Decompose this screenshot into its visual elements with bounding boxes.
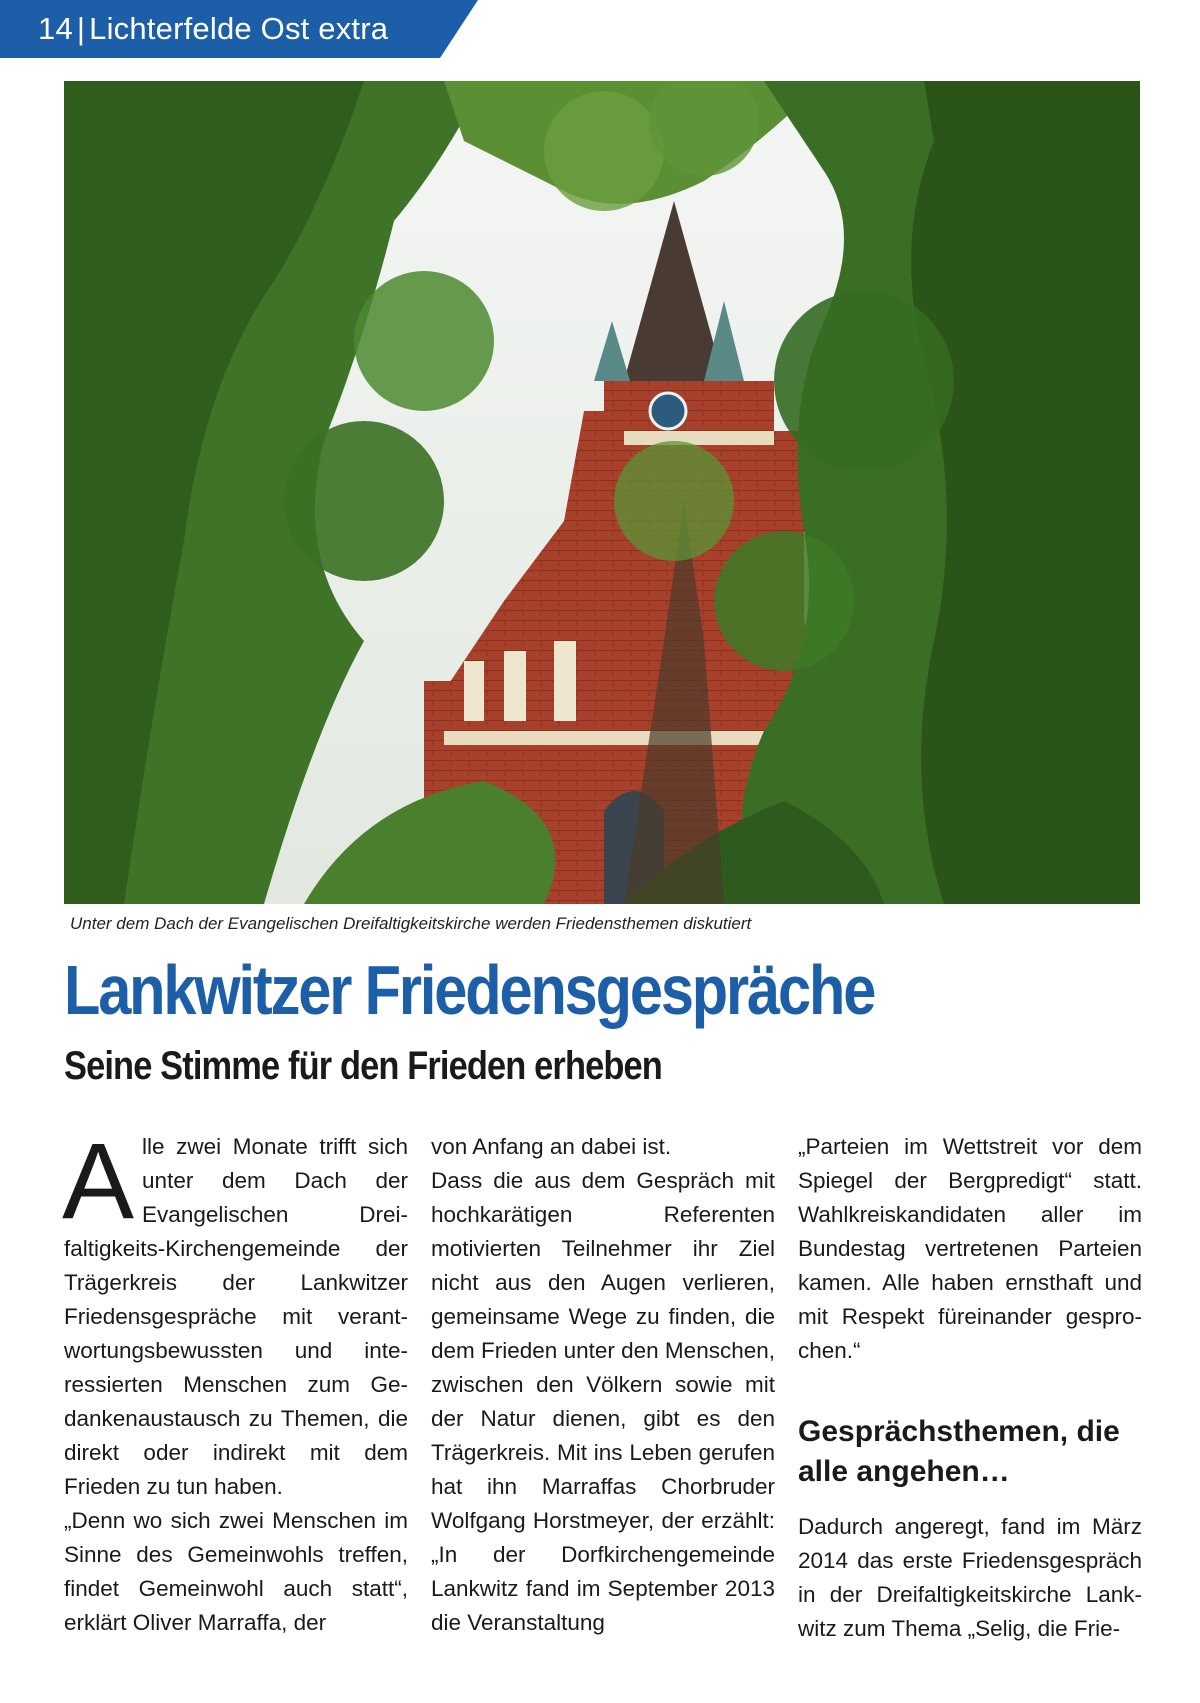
column-3-paragraph-1: „Parteien im Wettstreit vor dem Spiegel der Bergpredigt“ statt. Wahlkreiskandidaten aller im Bundestag vertretenen Parteien kamen. Alle haben ernsthaft und mit Respekt füreinander gesprochen.“ — [798, 1134, 1142, 1363]
page-number: 14 — [38, 11, 73, 46]
section-header-tab — [0, 0, 478, 58]
section-name: Lichterfelde Ost extra — [89, 11, 389, 46]
article-column-2 — [431, 1130, 775, 1640]
column-3-subheading: Gesprächsthemen, die alle angehen… — [798, 1415, 1120, 1488]
article-headline: Lankwitzer Friedensgespräche — [64, 951, 875, 1029]
article-column-1 — [62, 1120, 408, 1640]
article-subheadline: Seine Stimme für den Frieden erheben — [64, 1044, 662, 1088]
column-3-paragraph-2: Dadurch angeregt, fand im März 2014 das erste Friedensgespräch in der Dreifaltigkeitskirche Lankwitz zum Thema „Selig, die Frie- — [798, 1514, 1142, 1641]
header-separator: | — [76, 11, 86, 46]
church-photo — [64, 81, 1140, 904]
column-1-paragraph-1 — [62, 1120, 408, 1504]
photo-caption: Unter dem Dach der Evangelischen Dreifaltigkeitskirche werden Friedensthemen diskutiert — [70, 914, 752, 933]
drop-cap: A — [62, 1120, 135, 1241]
column-1-text-1: lle zwei Monate trifft sich unter dem Dach der Evangelischen Dreifaltigkeits-Kirchengemeinde der Trägerkreis der Lankwitzer Friedensgespräche mit verantwortungsbewussten und interessierten Menschen zum Gedankenaustausch zu Themen, die direkt oder indirekt mit dem Frieden zu tun haben. — [64, 1134, 408, 1499]
article-column-3 — [798, 1130, 1142, 1646]
column-2-paragraph-2: Dass die aus dem Gespräch mit hochkarätigen Referenten motivierten Teilnehmer ihr Ziel nicht aus den Augen verlieren, gemeinsame Wege zu finden, die dem Frieden unter den Menschen, zwischen den Völkern sowie mit der Natur dienen, gibt es den Trägerkreis. Mit ins Leben gerufen hat ihn Marraffas Chorbruder Wolfgang Horstmeyer, der erzählt: „In der Dorfkirchengemeinde Lankwitz fand im September 2013 die Veranstaltung — [431, 1168, 775, 1635]
church-illustration — [64, 81, 1140, 904]
column-2-paragraph-1: von Anfang an dabei ist. — [431, 1134, 672, 1159]
header-label — [38, 12, 388, 46]
column-1-paragraph-2: „Denn wo sich zwei Menschen im Sinne des Gemeinwohls treffen, findet Gemeinwohl auch statt“, erklärt Oliver Marraffa, der — [64, 1508, 408, 1635]
